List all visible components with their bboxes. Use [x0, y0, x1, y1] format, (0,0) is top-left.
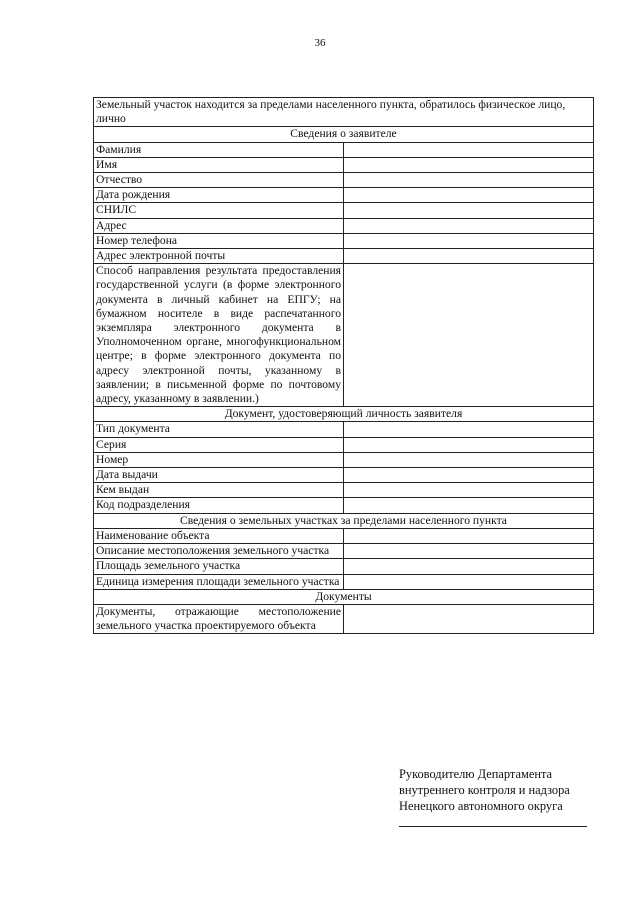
- section-header-row: [94, 407, 594, 422]
- table-row: [94, 233, 594, 248]
- field-value-doc-type[interactable]: [344, 422, 594, 437]
- field-value-patronymic[interactable]: [344, 173, 594, 188]
- field-value-phone[interactable]: [344, 233, 594, 248]
- field-label-doc-type: Тип документа: [94, 422, 344, 437]
- application-form-table: [93, 97, 594, 634]
- field-value-object-name[interactable]: [344, 528, 594, 543]
- section-title-identity: Документ, удостоверяющий личность заявителя: [94, 407, 594, 422]
- field-value-division-code[interactable]: [344, 498, 594, 513]
- form-header-row: [94, 98, 594, 127]
- addressee-line-3: Ненецкого автономного округа: [399, 799, 563, 813]
- field-label-surname: Фамилия: [94, 142, 344, 157]
- table-row: [94, 437, 594, 452]
- field-label-patronymic: Отчество: [94, 173, 344, 188]
- table-row: [94, 483, 594, 498]
- field-label-birth-date: Дата рождения: [94, 188, 344, 203]
- table-row: [94, 544, 594, 559]
- table-row: [94, 604, 594, 633]
- field-label-phone: Номер телефона: [94, 233, 344, 248]
- table-row: [94, 249, 594, 264]
- table-row: [94, 218, 594, 233]
- field-value-delivery-method[interactable]: [344, 264, 594, 407]
- field-value-name[interactable]: [344, 157, 594, 172]
- field-value-area-unit[interactable]: [344, 574, 594, 589]
- field-label-email: Адрес электронной почты: [94, 249, 344, 264]
- field-label-area-unit: Единица измерения площади земельного участка: [94, 574, 344, 589]
- field-value-issued-by[interactable]: [344, 483, 594, 498]
- field-label-land-area: Площадь земельного участка: [94, 559, 344, 574]
- table-row: [94, 203, 594, 218]
- field-value-doc-series[interactable]: [344, 437, 594, 452]
- field-value-location-description[interactable]: [344, 544, 594, 559]
- field-label-division-code: Код подразделения: [94, 498, 344, 513]
- field-value-doc-number[interactable]: [344, 452, 594, 467]
- field-value-email[interactable]: [344, 249, 594, 264]
- field-value-location-documents[interactable]: [344, 604, 594, 633]
- table-row: [94, 528, 594, 543]
- table-row: [94, 468, 594, 483]
- table-row: [94, 574, 594, 589]
- addressee-block: [399, 766, 570, 814]
- field-label-location-documents: Документы, отражающие местоположение земельного участка проектируемого объекта: [94, 604, 344, 633]
- field-label-location-description: Описание местоположения земельного участка: [94, 544, 344, 559]
- table-row: [94, 188, 594, 203]
- field-value-snils[interactable]: [344, 203, 594, 218]
- table-row: [94, 157, 594, 172]
- table-row: [94, 559, 594, 574]
- field-value-birth-date[interactable]: [344, 188, 594, 203]
- section-title-documents: Документы: [94, 589, 594, 604]
- signature-line[interactable]: [399, 826, 587, 827]
- field-label-doc-number: Номер: [94, 452, 344, 467]
- section-title-land: Сведения о земельных участках за пределами населенного пункта: [94, 513, 594, 528]
- section-header-row: [94, 127, 594, 142]
- table-row: [94, 422, 594, 437]
- table-row: [94, 452, 594, 467]
- addressee-line-1: Руководителю Департамента: [399, 767, 553, 781]
- field-value-issue-date[interactable]: [344, 468, 594, 483]
- field-label-address: Адрес: [94, 218, 344, 233]
- section-header-row: [94, 589, 594, 604]
- field-label-object-name: Наименование объекта: [94, 528, 344, 543]
- field-label-issued-by: Кем выдан: [94, 483, 344, 498]
- field-value-surname[interactable]: [344, 142, 594, 157]
- table-row: [94, 498, 594, 513]
- field-label-issue-date: Дата выдачи: [94, 468, 344, 483]
- field-label-delivery-method: Способ направления результата предоставления государственной услуги (в форме электронного документа в личный кабинет на ЕПГУ; на бумажном носителе в виде распечатанного экземпляра электронного документа в Уполномоченном органе, многофункциональном центре; в форме электронного документа по адресу электронной почты, указанному в заявлении; в письменной форме по почтовому адресу, указанному в заявлении.): [94, 264, 344, 407]
- section-title-applicant: Сведения о заявителе: [94, 127, 594, 142]
- field-label-name: Имя: [94, 157, 344, 172]
- field-label-snils: СНИЛС: [94, 203, 344, 218]
- form-header-cell: Земельный участок находится за пределами населенного пункта, обратилось физическое лицо, лично: [94, 98, 594, 127]
- field-value-land-area[interactable]: [344, 559, 594, 574]
- table-row: [94, 142, 594, 157]
- addressee-line-2: внутреннего контроля и надзора: [399, 783, 570, 797]
- field-value-address[interactable]: [344, 218, 594, 233]
- table-row: [94, 264, 594, 407]
- section-header-row: [94, 513, 594, 528]
- field-label-doc-series: Серия: [94, 437, 344, 452]
- page-number: 36: [314, 37, 326, 49]
- table-row: [94, 173, 594, 188]
